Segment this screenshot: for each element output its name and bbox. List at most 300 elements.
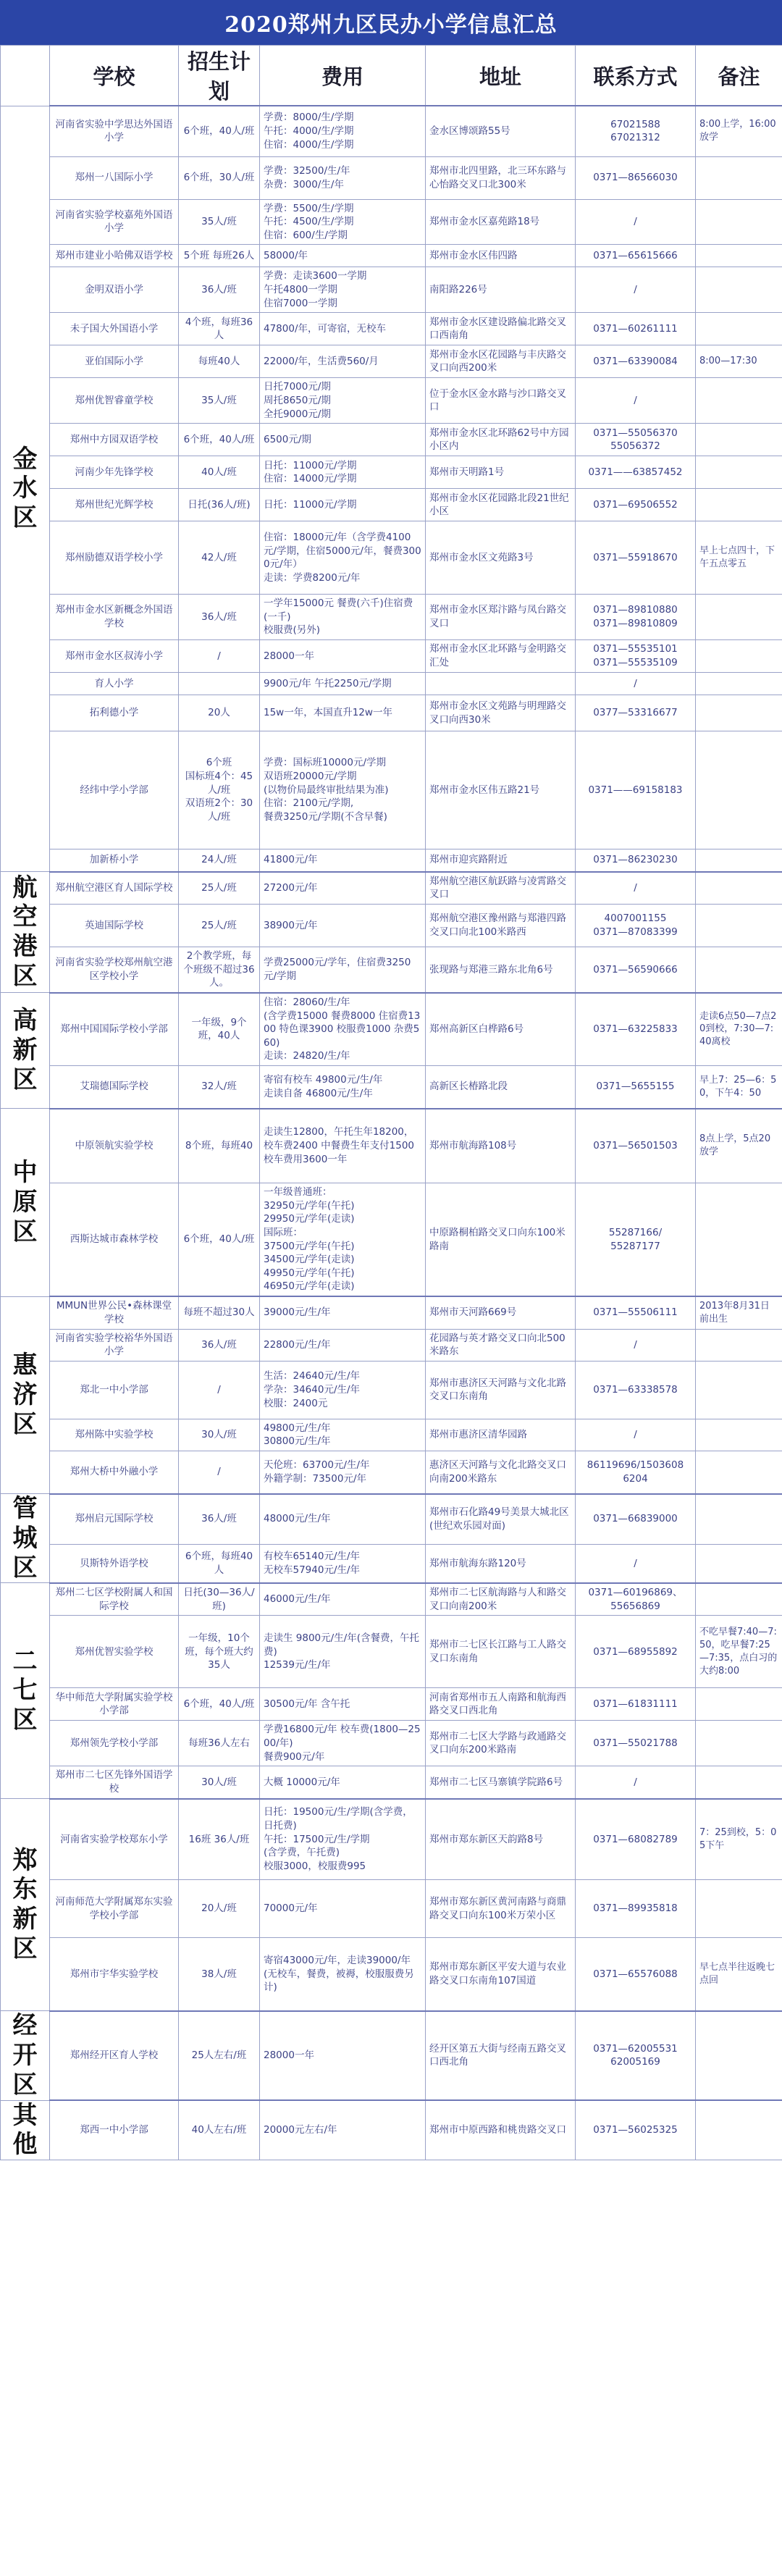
cell-fee: 走读生12800，午托生年18200， 校车费2400 中餐费生年支付1500 校车费用3600一年 [260, 1109, 426, 1183]
cell-contact: 0371—65576088 [576, 1938, 696, 2011]
cell-school: 河南省实验学校嘉苑外国语小学 [50, 199, 179, 245]
cell-fee: 日托：11000元/学期 [260, 489, 426, 521]
cell-fee: 有校车65140元/生/年 无校车57940元/生/年 [260, 1545, 426, 1583]
cell-plan: 36人/班 [179, 1494, 260, 1545]
cell-note: 8:00—17:30 [696, 345, 782, 378]
cell-school: 郑州中方园双语学校 [50, 424, 179, 456]
district-label: 二七区 [1, 1583, 50, 1799]
cell-school: 贝斯特外语学校 [50, 1545, 179, 1583]
cell-school: 河南少年先锋学校 [50, 456, 179, 489]
cell-contact: 0371—62005531 62005169 [576, 2011, 696, 2100]
cell-school: 华中师范大学附属实验学校小学部 [50, 1688, 179, 1721]
cell-plan: 20人 [179, 695, 260, 731]
cell-plan: 40人/班 [179, 456, 260, 489]
district-label: 其他 [1, 2100, 50, 2160]
cell-contact: 0371—60196869、 55656869 [576, 1583, 696, 1616]
cell-note [696, 947, 782, 993]
cell-plan: 24人/班 [179, 849, 260, 872]
cell-address: 郑州市金水区北环路与金明路交汇处 [426, 640, 576, 673]
cell-plan: 36人/班 [179, 595, 260, 640]
cell-school: 郑西一中小学部 [50, 2100, 179, 2160]
cell-address: 郑州市金水区花园路北段21世纪小区 [426, 489, 576, 521]
cell-school: 郑州航空港区育人国际学校 [50, 872, 179, 905]
cell-school: 拓利德小学 [50, 695, 179, 731]
cell-address: 郑州市惠济区天河路与文化北路交叉口东南角 [426, 1361, 576, 1419]
cell-fee: 学费：8000/生/学期 午托：4000/生/学期 住宿：4000/生/学期 [260, 106, 426, 156]
cell-address: 郑州市金水区花园路与丰庆路交叉口向西200米 [426, 345, 576, 378]
header-row [1, 46, 782, 106]
cell-contact: 67021588 67021312 [576, 106, 696, 156]
cell-fee: 日托：11000元/学期 住宿：14000元/学期 [260, 456, 426, 489]
cell-school: 郑州世纪光辉学校 [50, 489, 179, 521]
district-label: 郑东新区 [1, 1799, 50, 2011]
cell-plan: 8个班，每班40 [179, 1109, 260, 1183]
cell-address: 南阳路226号 [426, 267, 576, 313]
cell-note [696, 1721, 782, 1766]
cell-fee: 15w一年，本国直升12w一年 [260, 695, 426, 731]
cell-fee: 学费：5500/生/学期 午托：4500/生/学期 住宿：600/生/学期 [260, 199, 426, 245]
cell-address: 郑州市石化路49号美景大城北区(世纪欢乐园对面) [426, 1494, 576, 1545]
cell-plan: 25人/班 [179, 872, 260, 905]
table-row [1, 106, 782, 156]
cell-school: 郑州二七区学校附属人和国际学校 [50, 1583, 179, 1616]
table-row [1, 673, 782, 695]
cell-fee: 一学年15000元 餐费(六千)住宿费(一千) 校服费(另外) [260, 595, 426, 640]
cell-contact: 0371—55056370 55056372 [576, 424, 696, 456]
cell-note [696, 2011, 782, 2100]
cell-note [696, 640, 782, 673]
cell-note [696, 1183, 782, 1297]
cell-address: 郑州市航海东路120号 [426, 1545, 576, 1583]
district-label: 金水区 [1, 106, 50, 872]
table-row [1, 872, 782, 905]
table-row [1, 267, 782, 313]
cell-school: 河南省实验中学思达外国语小学 [50, 106, 179, 156]
cell-address: 郑州航空港区豫州路与郑港四路交叉口向北100米路西 [426, 905, 576, 947]
cell-plan: 6个班 国标班4个：45人/班 双语班2个：30人/班 [179, 731, 260, 849]
cell-note: 2013年8月31日前出生 [696, 1296, 782, 1329]
cell-plan: 32人/班 [179, 1066, 260, 1109]
cell-address: 中原路桐柏路交叉口向东100米路南 [426, 1183, 576, 1297]
cell-fee: 41800元/年 [260, 849, 426, 872]
cell-contact: 4007001155 0371—87083399 [576, 905, 696, 947]
cell-plan: 20人/班 [179, 1880, 260, 1938]
cell-fee: 日托：19500元/生/学期(含学费，日托费) 午托：17500元/生/学期 (含学费，午托费) 校服3000，校服费995 [260, 1799, 426, 1880]
cell-fee: 38900元/年 [260, 905, 426, 947]
table-row [1, 1721, 782, 1766]
cell-plan: 30人/班 [179, 1419, 260, 1451]
table-row [1, 1329, 782, 1361]
cell-contact: 0371—68955892 [576, 1616, 696, 1688]
cell-address: 郑州市二七区长江路与工人路交叉口东南角 [426, 1616, 576, 1688]
table-row [1, 1109, 782, 1183]
cell-contact: 0371—63338578 [576, 1361, 696, 1419]
cell-contact: / [576, 1329, 696, 1361]
table-body [1, 106, 782, 2160]
table-row [1, 245, 782, 267]
cell-plan: 25人/班 [179, 905, 260, 947]
cell-contact: 0371—5655155 [576, 1066, 696, 1109]
cell-plan: 6个班，每班40人 [179, 1545, 260, 1583]
cell-fee: 70000元/年 [260, 1880, 426, 1938]
cell-note [696, 1361, 782, 1419]
cell-address: 郑州市金水区伟四路 [426, 245, 576, 267]
cell-plan: / [179, 1361, 260, 1419]
cell-school: 郑州领先学校小学部 [50, 1721, 179, 1766]
cell-contact: 0371—55021788 [576, 1721, 696, 1766]
cell-address [426, 673, 576, 695]
cell-fee: 走读生 9800元/生/年(含餐费，午托费) 12539元/生/年 [260, 1616, 426, 1688]
cell-note: 早七点半往返晚七点回 [696, 1938, 782, 2011]
cell-fee: 22000/年，生活费560/月 [260, 345, 426, 378]
cell-address: 经开区第五大街与经南五路交叉口西北角 [426, 2011, 576, 2100]
cell-note: 8:00上学，16:00放学 [696, 106, 782, 156]
cell-address: 河南省郑州市五人南路和航海西路交叉口西北角 [426, 1688, 576, 1721]
cell-fee: 住宿：18000元/年（含学费4100元/学期，住宿5000元/年，餐费3000元/年） 走读：学费8200元/年 [260, 521, 426, 595]
cell-plan: 6个班，40人/班 [179, 424, 260, 456]
cell-contact: 0371—86566030 [576, 156, 696, 199]
cell-contact: 0371—86230230 [576, 849, 696, 872]
table-row [1, 1361, 782, 1419]
cell-address: 郑州市金水区北环路62号中方园小区内 [426, 424, 576, 456]
cell-note [696, 1583, 782, 1616]
cell-note [696, 199, 782, 245]
cell-fee: 22800元/生/年 [260, 1329, 426, 1361]
table-row [1, 1766, 782, 1799]
cell-plan: 16班 36人/班 [179, 1799, 260, 1880]
cell-note [696, 1688, 782, 1721]
cell-school: 亚伯国际小学 [50, 345, 179, 378]
cell-fee: 27200元/年 [260, 872, 426, 905]
cell-school: 河南师范大学附属郑东实验学校小学部 [50, 1880, 179, 1938]
cell-fee: 学费：走读3600一学期 午托4800一学期 住宿7000一学期 [260, 267, 426, 313]
table-row [1, 1183, 782, 1297]
cell-address: 郑州市天河路669号 [426, 1296, 576, 1329]
table-row [1, 2011, 782, 2100]
cell-address: 郑州市郑东新区平安大道与农业路交叉口东南角107国道 [426, 1938, 576, 2011]
table-row [1, 640, 782, 673]
table-row [1, 849, 782, 872]
cell-plan: 4个班，每班36人 [179, 313, 260, 345]
cell-note [696, 489, 782, 521]
table-row [1, 1494, 782, 1545]
cell-plan: 2个教学班，每个班级不超过36人。 [179, 947, 260, 993]
table-row [1, 1419, 782, 1451]
cell-address: 郑州市二七区航海路与人和路交叉口向南200米 [426, 1583, 576, 1616]
cell-note [696, 313, 782, 345]
table-row [1, 695, 782, 731]
cell-note [696, 456, 782, 489]
cell-school: 郑州优智实验学校 [50, 1616, 179, 1688]
cell-school: 郑州中国国际学校小学部 [50, 993, 179, 1066]
cell-address: 郑州市金水区嘉苑路18号 [426, 199, 576, 245]
cell-address: 郑州高新区白桦路6号 [426, 993, 576, 1066]
cell-note: 不吃早餐7:40—7:50，吃早餐7:25—7:35，点白习的大约8:00 [696, 1616, 782, 1688]
cell-note [696, 849, 782, 872]
cell-note [696, 905, 782, 947]
cell-fee: 日托7000元/期 周托8650元/期 全托9000元/期 [260, 378, 426, 424]
table-row [1, 345, 782, 378]
cell-contact: / [576, 267, 696, 313]
cell-school: 英迪国际学校 [50, 905, 179, 947]
cell-plan: / [179, 640, 260, 673]
cell-note: 7：25到校，5：05下午 [696, 1799, 782, 1880]
district-label: 惠济区 [1, 1296, 50, 1494]
cell-contact: 0371——69158183 [576, 731, 696, 849]
cell-plan: / [179, 1451, 260, 1494]
cell-fee: 学费：国标班10000元/学期 双语班20000元/学期 (以物价局最终审批结果为准) 住宿：2100元/学期, 餐费3250元/学期(不含早餐) [260, 731, 426, 849]
cell-note [696, 695, 782, 731]
cell-fee: 58000/年 [260, 245, 426, 267]
district-label: 经开区 [1, 2011, 50, 2100]
district-label: 管城区 [1, 1494, 50, 1583]
cell-fee: 天伦班：63700元/生/年 外籍学制：73500元/年 [260, 1451, 426, 1494]
table-row [1, 2100, 782, 2160]
cell-fee: 大概 10000元/年 [260, 1766, 426, 1799]
cell-school: 郑州市二七区先锋外国语学校 [50, 1766, 179, 1799]
cell-fee: 30500元/年 含午托 [260, 1688, 426, 1721]
cell-school: 郑北一中小学部 [50, 1361, 179, 1419]
cell-fee: 47800/年，可寄宿，无校车 [260, 313, 426, 345]
header-fee: 费用 [260, 46, 426, 106]
cell-plan: 35人/班 [179, 378, 260, 424]
cell-note [696, 245, 782, 267]
cell-fee: 寄宿43000元/年，走读39000/年(无校车，餐费，被褥，校服服费另计) [260, 1938, 426, 2011]
cell-contact: 55287166/ 55287177 [576, 1183, 696, 1297]
cell-address: 郑州市金水区建设路偏北路交叉口西南角 [426, 313, 576, 345]
cell-address: 郑州市中原西路和桃贵路交叉口 [426, 2100, 576, 2160]
table-row [1, 521, 782, 595]
cell-plan: 日托(30—36人/班) [179, 1583, 260, 1616]
cell-fee: 39000元/生/年 [260, 1296, 426, 1329]
cell-fee: 48000元/生/年 [260, 1494, 426, 1545]
cell-note [696, 1451, 782, 1494]
cell-address: 郑州市天明路1号 [426, 456, 576, 489]
cell-plan: 40人左右/班 [179, 2100, 260, 2160]
table-row [1, 1688, 782, 1721]
cell-contact: / [576, 1545, 696, 1583]
cell-note [696, 595, 782, 640]
cell-note [696, 1545, 782, 1583]
cell-note [696, 1419, 782, 1451]
table-row [1, 1451, 782, 1494]
cell-contact: 0371—69506552 [576, 489, 696, 521]
cell-note [696, 1766, 782, 1799]
cell-contact: 0371—60261111 [576, 313, 696, 345]
cell-contact: 86119696/1503608 6204 [576, 1451, 696, 1494]
cell-address: 郑州市金水区文苑路3号 [426, 521, 576, 595]
cell-fee: 一年级普通班： 32950元/学年(午托) 29950元/学年(走读) 国际班： 37500元/学年(午托) 34500元/学年(走读) 49950元/学年(午托) 46950元/学年(走读) [260, 1183, 426, 1297]
cell-contact: 0371—55506111 [576, 1296, 696, 1329]
cell-school: 郑州优智睿童学校 [50, 378, 179, 424]
cell-contact: 0371—63225833 [576, 993, 696, 1066]
cell-note [696, 156, 782, 199]
cell-address: 郑州市二七区马寨镇学院路6号 [426, 1766, 576, 1799]
cell-note [696, 731, 782, 849]
cell-school: 艾瑞德国际学校 [50, 1066, 179, 1109]
district-label: 中原区 [1, 1109, 50, 1297]
cell-school: 加新桥小学 [50, 849, 179, 872]
cell-note: 走读6点50—7点20到校，7:30—7:40离校 [696, 993, 782, 1066]
cell-school: 中原领航实验学校 [50, 1109, 179, 1183]
cell-plan: 每班不超过30人 [179, 1296, 260, 1329]
cell-contact: 0371—89810880 0371—89810809 [576, 595, 696, 640]
table-row [1, 199, 782, 245]
table-row [1, 456, 782, 489]
cell-contact: / [576, 673, 696, 695]
table-row [1, 1296, 782, 1329]
table-row [1, 947, 782, 993]
cell-plan: 38人/班 [179, 1938, 260, 2011]
cell-fee: 20000元左右/年 [260, 2100, 426, 2160]
table-row [1, 1616, 782, 1688]
cell-school: 河南省实验学校裕华外国语小学 [50, 1329, 179, 1361]
cell-fee: 9900元/年 午托2250元/学期 [260, 673, 426, 695]
cell-address: 郑州市郑东新区天韵路8号 [426, 1799, 576, 1880]
cell-fee: 6500元/期 [260, 424, 426, 456]
cell-contact: 0371—56590666 [576, 947, 696, 993]
district-label: 航空港区 [1, 872, 50, 993]
cell-contact: 0371—56501503 [576, 1109, 696, 1183]
cell-note [696, 872, 782, 905]
cell-fee: 28000一年 [260, 640, 426, 673]
cell-note [696, 1494, 782, 1545]
cell-plan: 6个班，30人/班 [179, 156, 260, 199]
cell-school: 郑州大桥中外融小学 [50, 1451, 179, 1494]
cell-address: 张现路与郑港三路东北角6号 [426, 947, 576, 993]
cell-note: 早上七点四十，下午五点零五 [696, 521, 782, 595]
cell-contact: 0371——63857452 [576, 456, 696, 489]
cell-contact: 0371—61831111 [576, 1688, 696, 1721]
cell-plan: 42人/班 [179, 521, 260, 595]
cell-school: 未子国大外国语小学 [50, 313, 179, 345]
cell-plan: 一年级，9个班，40人 [179, 993, 260, 1066]
table-row [1, 489, 782, 521]
cell-school: 郑州市金水区新概念外国语学校 [50, 595, 179, 640]
cell-contact: 0371—63390084 [576, 345, 696, 378]
cell-address: 惠济区天河路与文化北路交叉口向南200米路东 [426, 1451, 576, 1494]
cell-fee: 学费：32500/生/年 杂费：3000/生/年 [260, 156, 426, 199]
cell-fee: 46000元/生/年 [260, 1583, 426, 1616]
cell-plan: 30人/班 [179, 1766, 260, 1799]
table-row [1, 595, 782, 640]
cell-address: 高新区长椿路北段 [426, 1066, 576, 1109]
cell-contact: 0371—56025325 [576, 2100, 696, 2160]
cell-plan: 5个班 每班26人 [179, 245, 260, 267]
school-info-table [0, 45, 782, 2160]
header-address: 地址 [426, 46, 576, 106]
header-contact: 联系方式 [576, 46, 696, 106]
table-row [1, 156, 782, 199]
cell-fee: 学费16800元/年 校车费(1800—2500/年) 餐费900元/年 [260, 1721, 426, 1766]
cell-school: 西斯达城市森林学校 [50, 1183, 179, 1297]
cell-note [696, 1329, 782, 1361]
cell-fee: 49800元/生/年 30800元/生/年 [260, 1419, 426, 1451]
cell-contact: 0371—65615666 [576, 245, 696, 267]
table-row [1, 1880, 782, 1938]
cell-school: 郑州启元国际学校 [50, 1494, 179, 1545]
header-plan: 招生计划 [179, 46, 260, 106]
cell-plan: 6个班，40人/班 [179, 1183, 260, 1297]
cell-note: 8点上学，5点20放学 [696, 1109, 782, 1183]
cell-address: 花园路与英才路交叉口向北500米路东 [426, 1329, 576, 1361]
cell-address: 郑州市二七区大学路与政通路交叉口向东200米路南 [426, 1721, 576, 1766]
cell-school: 郑州市宇华实验学校 [50, 1938, 179, 2011]
cell-address: 郑州市金水区郑汴路与凤台路交叉口 [426, 595, 576, 640]
table-row [1, 313, 782, 345]
cell-school: 河南省实验学校郑州航空港区学校小学 [50, 947, 179, 993]
cell-address: 位于金水区金水路与沙口路交叉口 [426, 378, 576, 424]
cell-address: 郑州市北四里路，北三环东路与心怡路交叉口北300米 [426, 156, 576, 199]
cell-contact: 0371—55918670 [576, 521, 696, 595]
table-row [1, 905, 782, 947]
cell-plan: 每班40人 [179, 345, 260, 378]
cell-plan: 日托(36人/班) [179, 489, 260, 521]
cell-school: 河南省实验学校郑东小学 [50, 1799, 179, 1880]
cell-plan: 一年级，10个班，每个班大约35人 [179, 1616, 260, 1688]
cell-contact: 0371—55535101 0371—55535109 [576, 640, 696, 673]
cell-contact: / [576, 378, 696, 424]
cell-address: 郑州市金水区文苑路与明理路交叉口向西30米 [426, 695, 576, 731]
cell-address: 郑州航空港区航跃路与凌霄路交叉口 [426, 872, 576, 905]
cell-address: 金水区博颂路55号 [426, 106, 576, 156]
cell-school: 郑州市建业小哈佛双语学校 [50, 245, 179, 267]
cell-plan [179, 673, 260, 695]
cell-contact: 0371—89935818 [576, 1880, 696, 1938]
table-row [1, 424, 782, 456]
cell-note [696, 1880, 782, 1938]
cell-plan: 6个班，40人/班 [179, 1688, 260, 1721]
cell-school: 郑州经开区育人学校 [50, 2011, 179, 2100]
cell-address: 郑州市金水区伟五路21号 [426, 731, 576, 849]
cell-plan: 35人/班 [179, 199, 260, 245]
cell-plan: 6个班，40人/班 [179, 106, 260, 156]
cell-plan: 36人/班 [179, 1329, 260, 1361]
cell-school: 郑州市金水区叔涛小学 [50, 640, 179, 673]
cell-plan: 25人左右/班 [179, 2011, 260, 2100]
table-row [1, 1066, 782, 1109]
cell-address: 郑州市郑东新区黄河南路与商鼎路交叉口向东100米万荣小区 [426, 1880, 576, 1938]
cell-contact: 0377—53316677 [576, 695, 696, 731]
cell-contact: / [576, 1766, 696, 1799]
cell-plan: 36人/班 [179, 267, 260, 313]
table-row [1, 1545, 782, 1583]
cell-school: MMUN世界公民•森林课堂学校 [50, 1296, 179, 1329]
header-note: 备注 [696, 46, 782, 106]
table-row [1, 1938, 782, 2011]
cell-contact: / [576, 1419, 696, 1451]
table-row [1, 378, 782, 424]
district-label: 高新区 [1, 993, 50, 1109]
cell-school: 郑州一八国际小学 [50, 156, 179, 199]
cell-note [696, 267, 782, 313]
cell-address: 郑州市航海路108号 [426, 1109, 576, 1183]
cell-contact: / [576, 199, 696, 245]
cell-address: 郑州市惠济区清华园路 [426, 1419, 576, 1451]
cell-school: 育人小学 [50, 673, 179, 695]
cell-note: 早上7：25—6：50，下午4：50 [696, 1066, 782, 1109]
cell-contact: 0371—68082789 [576, 1799, 696, 1880]
cell-school: 郑州励德双语学校小学 [50, 521, 179, 595]
table-row [1, 1583, 782, 1616]
header-district [1, 46, 50, 106]
cell-note [696, 673, 782, 695]
cell-fee: 28000一年 [260, 2011, 426, 2100]
cell-note [696, 2100, 782, 2160]
cell-school: 金明双语小学 [50, 267, 179, 313]
cell-fee: 学费25000元/学年，住宿费3250元/学期 [260, 947, 426, 993]
table-row [1, 993, 782, 1066]
